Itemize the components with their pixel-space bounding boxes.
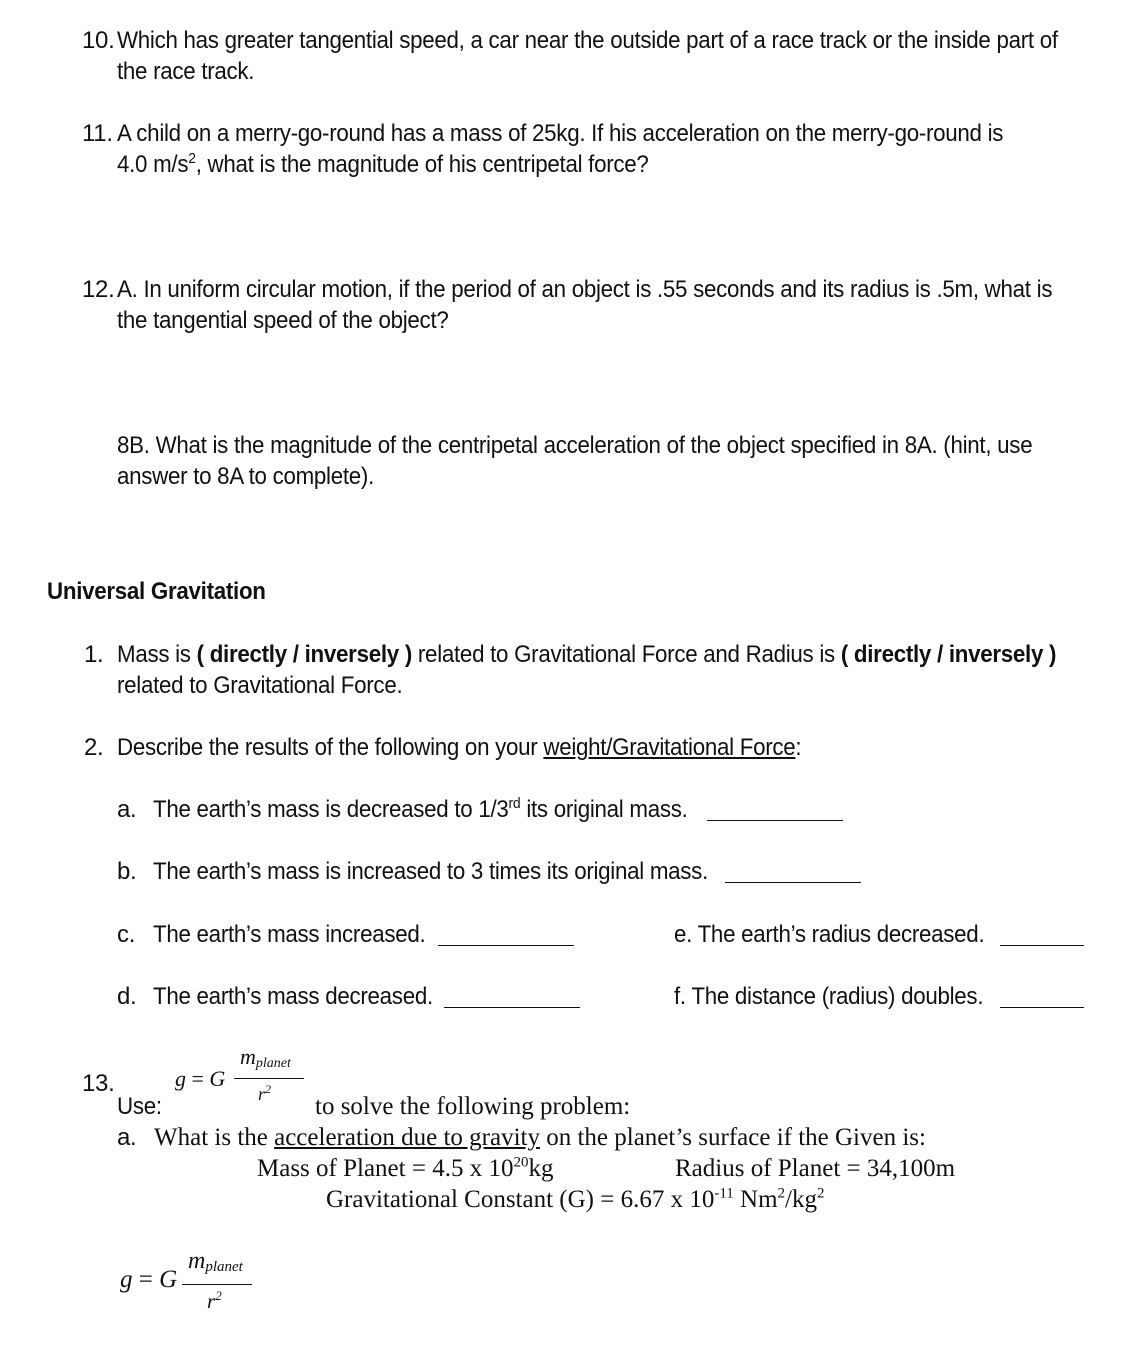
g2-number: 2. bbox=[84, 734, 104, 761]
g2-f-text: f. The distance (radius) doubles. bbox=[674, 983, 984, 1010]
g2-b-answer-blank[interactable] bbox=[725, 882, 861, 883]
g2-d-answer-blank[interactable] bbox=[444, 1007, 580, 1008]
inline-formula-denominator: $r^2$ bbox=[258, 1082, 272, 1104]
q13-a-label: a. bbox=[117, 1124, 137, 1151]
g2-e-answer-blank[interactable] bbox=[1000, 945, 1084, 946]
g2-a-text: The earth’s mass is decreased to 1/3rd its original mass. bbox=[153, 795, 688, 823]
q13-mass-given: Mass of Planet = 4.5 x $10^{20}kg$ bbox=[257, 1154, 554, 1182]
g2-d-text: The earth’s mass decreased. bbox=[153, 983, 433, 1010]
g2-a-label: a. bbox=[117, 796, 137, 823]
g2-c-label: c. bbox=[117, 921, 136, 948]
g2-e-text: e. The earth’s radius decreased. bbox=[674, 921, 985, 948]
q11-line2: 4.0 $m/s^2$, what is the magnitude of his centripetal force? bbox=[117, 150, 649, 178]
q8b-line2: answer to 8A to complete). bbox=[117, 463, 375, 490]
g2-f-answer-blank[interactable] bbox=[1000, 1007, 1084, 1008]
q11-line1: A child on a merry-go-round has a mass of 25kg. If his acceleration on the merry-go-round is bbox=[117, 120, 1004, 147]
inline-formula-bar bbox=[234, 1078, 304, 1079]
g2-b-label: b. bbox=[117, 858, 137, 885]
g1-line1: Mass is ( directly / inversely ) related to Gravitational Force and Radius is ( directly / inversely ) bbox=[117, 641, 1057, 668]
q11-number: 11. bbox=[82, 120, 113, 147]
q13-use-label: Use: bbox=[117, 1093, 162, 1120]
g2-c-answer-blank[interactable] bbox=[438, 945, 574, 946]
q12-line2: the tangential speed of the object? bbox=[117, 307, 449, 334]
q13-instruction: to solve the following problem: bbox=[315, 1093, 631, 1120]
g2-d-label: d. bbox=[117, 983, 137, 1010]
g1-number: 1. bbox=[84, 641, 104, 668]
g1-line2: related to Gravitational Force. bbox=[117, 672, 403, 699]
q12-line1: A. In uniform circular motion, if the period of an object is .55 seconds and its radius is .5m, what is bbox=[117, 276, 1053, 303]
g2-c-text: The earth’s mass increased. bbox=[153, 921, 426, 948]
inline-formula-numerator: mplanet bbox=[240, 1044, 291, 1071]
g2-prompt: Describe the results of the following on your weight/Gravitational Force: bbox=[117, 734, 802, 761]
g2-b-text: The earth’s mass is increased to 3 times its original mass. bbox=[153, 858, 708, 885]
q10-line1: Which has greater tangential speed, a car near the outside part of a race track or the inside part of bbox=[117, 27, 1058, 54]
work-formula-bar bbox=[182, 1284, 252, 1285]
q8b-line1: 8B. What is the magnitude of the centripetal acceleration of the object specified in 8A. (hint, use bbox=[117, 432, 1033, 459]
q12-number: 12. bbox=[82, 276, 115, 303]
q13-gconst-given: Gravitational Constant (G) = 6.67 x $10^{-11}$ $Nm^2/kg^2$ bbox=[326, 1185, 825, 1213]
q10-line2: the race track. bbox=[117, 58, 255, 85]
work-formula-numerator: mplanet bbox=[188, 1248, 243, 1275]
q13-number: 13. bbox=[82, 1070, 115, 1097]
work-formula-lhs: g = G bbox=[120, 1266, 178, 1293]
q13-radius-given: Radius of Planet = 34,100m bbox=[675, 1155, 956, 1182]
inline-formula-lhs: g = G bbox=[175, 1066, 226, 1091]
g2-a-answer-blank[interactable] bbox=[707, 820, 843, 821]
work-formula-denominator: $r^2$ bbox=[207, 1288, 222, 1313]
q13-a-text: What is the acceleration due to gravity on the planet’s surface if the Given is: bbox=[154, 1124, 926, 1151]
q10-number: 10. bbox=[82, 27, 115, 54]
section-heading: Universal Gravitation bbox=[47, 578, 266, 605]
